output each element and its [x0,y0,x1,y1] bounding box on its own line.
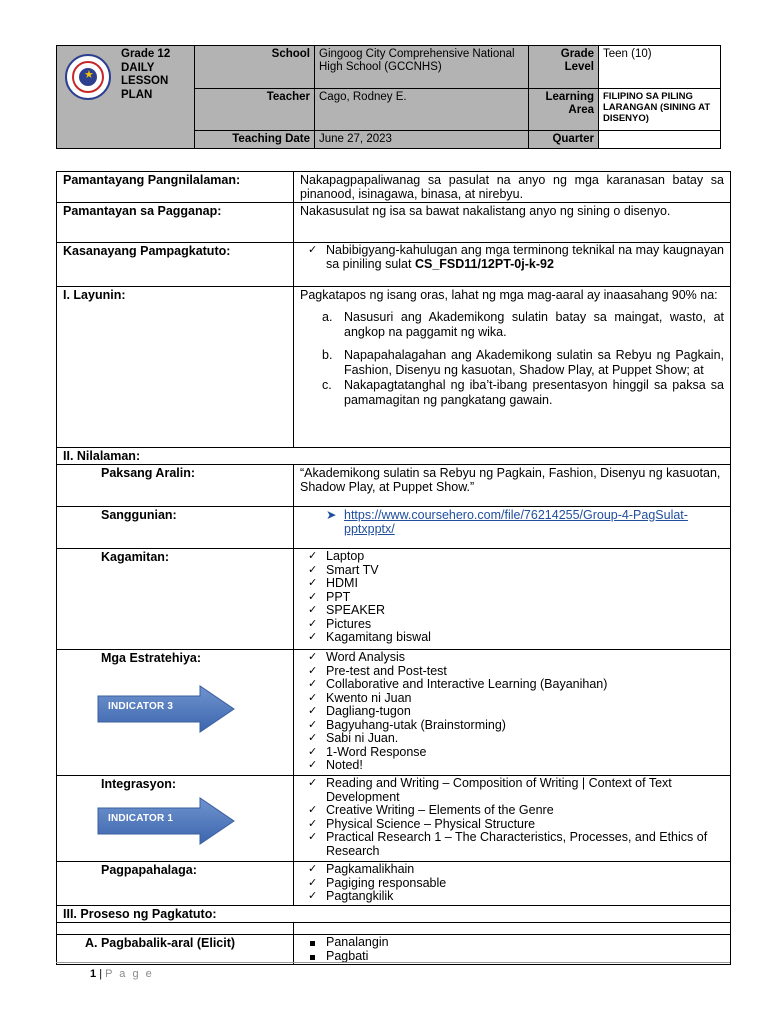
kagamitan-item: ✓ PPT [300,591,724,605]
layunin-label: I. Layunin: [57,287,294,448]
teacher-value: Cago, Rodney E. [315,89,529,131]
indicator-3-label: INDICATOR 3 [108,701,174,712]
proseso-label: III. Proseso ng Pagkatuto: [57,906,731,923]
pagbabalik-item: Panalangin [300,936,724,950]
layunin-cell [294,287,731,448]
estratehiya-item: ✓ Bagyuhang-utak (Brainstorming) [300,719,724,733]
empty-cell-left [57,923,294,935]
kagamitan-list [300,550,724,645]
page-word: P a g e [105,968,154,980]
kagamitan-item: ✓ Smart TV [300,564,724,578]
integrasyon-item: ✓ Practical Research 1 – The Characteristics, Processes, and Ethics of Research [300,831,724,858]
quarter-value [599,131,721,149]
estratehiya-item: ✓ Dagliang-tugon [300,705,724,719]
estratehiya-item: ✓ Collaborative and Interactive Learning (Bayanihan) [300,678,724,692]
paksa-label: Paksang Aralin: [57,465,294,507]
kagamitan-item: ✓ SPEAKER [300,604,724,618]
school-value: Gingoog City Comprehensive National High School (GCCNHS) [315,46,529,89]
estratehiya-label: Mga Estratehiya: [57,650,294,776]
kagamitan-item: ✓ Kagamitang biswal [300,631,724,645]
teacher-label: Teacher [195,89,315,131]
pagpapahalaga-list [300,863,724,904]
layunin-item-b: b. Napapahalagahan ang Akademikong sulatin sa Rebyu ng Pagkain, Fashion, Disenyu ng kasuotan, Shadow Play, at Puppet Show; at [322,348,724,377]
sanggunian-label: Sanggunian: [57,507,294,549]
quarter-label: Quarter [529,131,599,149]
kagamitan-label: Kagamitan: [57,549,294,650]
date-value: June 27, 2023 [315,131,529,149]
title-lesson: LESSON [121,75,169,87]
indicator-1-arrow [96,796,236,846]
date-label: Teaching Date [195,131,315,149]
indicator-3-arrow [96,684,236,734]
layunin-item-c: c. Nakapagtatanghal ng iba’t-ibang presentasyon hinggil sa paksa sa pamamagitan ng pangkatang gawain. [322,378,724,407]
indicator-1-label: INDICATOR 1 [108,813,174,824]
area-value: FILIPINO SA PILING LARANGAN (SINING AT DISENYO) [599,89,721,131]
estratehiya-item: ✓ Sabi ni Juan. [300,732,724,746]
sanggunian-cell [294,507,731,549]
paksa-value: “Akademikong sulatin sa Rebyu ng Pagkain, Fashion, Disenyu ng kasuotan, Shadow Play, at Puppet Show.” [294,465,731,507]
estratehiya-item: ✓ Noted! [300,759,724,773]
pagbabalik-cell [294,935,731,965]
kagamitan-item: ✓ Pictures [300,618,724,632]
header-table [56,45,721,149]
estratehiya-item: ✓ Pre-test and Post-test [300,665,724,679]
title-grade: Grade 12 [121,48,171,60]
pamantayang-value: Nakapagpapaliwanag sa pasulat na anyo ng mga karanasan batay sa pinanood, isinagawa, binasa, at nirebyu. [294,172,731,203]
kasanayang-code: CS_FSD11/12PT-0j-k-92 [414,256,554,271]
pagbabalik-list [300,936,724,963]
pagpapahalaga-cell [294,862,731,906]
pagpapahalaga-label: Pagpapahalaga: [57,862,294,906]
integrasyon-label: Integrasyon: [57,776,294,862]
title-plan: PLAN [121,88,153,101]
footer-rule [56,962,730,963]
kasanayang-label: Kasanayang Pampagkatuto: [57,243,294,287]
area-label: Learning Area [529,89,599,131]
pagpapahalaga-item: ✓ Pagtangkilik [300,890,724,904]
grade-label: Grade Level [529,46,599,89]
pagganap-label: Pamantayan sa Pagganap: [57,203,294,243]
layunin-intro: Pagkatapos ng isang oras, lahat ng mga mag-aaral ay inaasahang 90% na: [300,288,718,302]
estratehiya-item: ✓ 1-Word Response [300,746,724,760]
integrasyon-item: ✓ Reading and Writing – Composition of Writing | Context of Text Development [300,777,724,804]
integrasyon-list [300,777,724,858]
kagamitan-item: ✓ HDMI [300,577,724,591]
title-cell [57,46,195,149]
estratehiya-item: ✓ Word Analysis [300,651,724,665]
layunin-item-a: a. Nasusuri ang Akademikong sulatin batay sa maingat, wasto, at angkop na paggamit ng wika. [322,310,724,339]
pagganap-value: Nakasusulat ng isa sa bawat nakalistang anyo ng sining o disenyo. [294,203,731,243]
estratehiya-cell [294,650,731,776]
page-footer: 1 | P a g e [90,968,154,980]
grade-value: Teen (10) [599,46,721,89]
pamantayang-label: Pamantayang Pangnilalaman: [57,172,294,203]
pagpapahalaga-item: ✓ Pagkamalikhain [300,863,724,877]
kagamitan-cell [294,549,731,650]
pagbabalik-label: A. Pagbabalik-aral (Elicit) [57,935,294,965]
kasanayang-cell [294,243,731,287]
kasanayang-text: Nabibigyang-kahulugan ang mga terminong teknikal na may kaugnayan sa piniling sulat [326,243,724,271]
empty-cell-right [294,923,731,935]
school-label: School [195,46,315,89]
estratehiya-item: ✓ Kwento ni Juan [300,692,724,706]
pagbabalik-item: Pagbati [300,950,724,964]
kagamitan-item: ✓ Laptop [300,550,724,564]
title-daily: DAILY [121,61,155,74]
deped-seal-icon: ★ [65,54,111,100]
nilalaman-label: II. Nilalaman: [57,448,731,465]
estratehiya-list [300,651,724,773]
page-number: 1 [90,968,97,980]
kasanayang-item [300,244,724,271]
sanggunian-link[interactable]: https://www.coursehero.com/file/76214255/Group-4-PagSulat-pptxpptx/ [344,508,688,536]
integrasyon-item: ✓ Physical Science – Physical Structure [300,818,724,832]
layunin-list [300,310,724,408]
integrasyon-cell [294,776,731,862]
pagpapahalaga-item: ✓ Pagiging responsable [300,877,724,891]
arrow-bullet-icon: ➤ [326,508,337,522]
integrasyon-item: ✓ Creative Writing – Elements of the Genre [300,804,724,818]
